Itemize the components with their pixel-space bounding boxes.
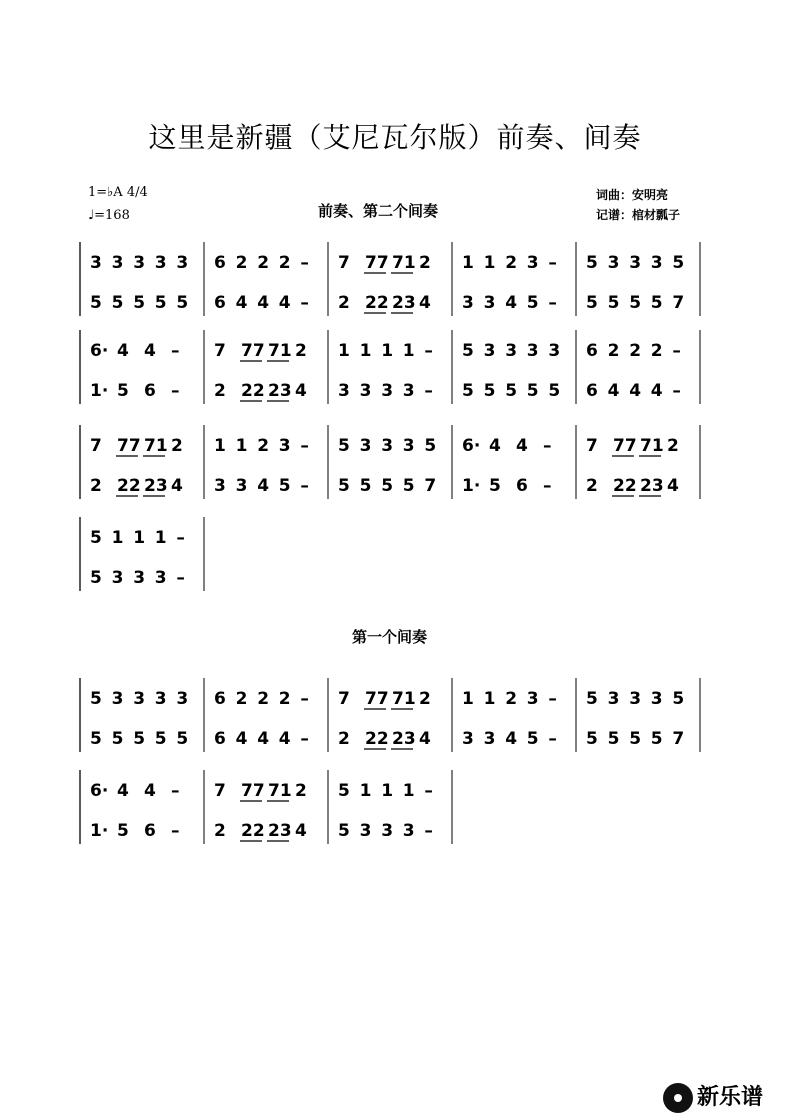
jianpu-note: 5 bbox=[117, 821, 129, 841]
jianpu-note: 4 bbox=[278, 729, 291, 749]
jianpu-note: 7 bbox=[424, 476, 437, 496]
jianpu-note: 4 bbox=[144, 781, 156, 801]
jianpu-note: 3 bbox=[381, 381, 394, 401]
jianpu-note: 2 bbox=[214, 821, 226, 841]
jianpu-note: 3 bbox=[483, 729, 496, 749]
jianpu-note: 23 bbox=[268, 381, 292, 401]
jianpu-note: 4 bbox=[144, 341, 156, 361]
jianpu-note: – bbox=[548, 253, 557, 273]
jianpu-note: 1· bbox=[90, 821, 109, 841]
jianpu-note: 1 bbox=[359, 341, 372, 361]
transcriber-credit: 记谱：棺材瓢子 bbox=[596, 208, 681, 222]
jianpu-note: 5 bbox=[629, 293, 642, 313]
jianpu-note: 5 bbox=[154, 729, 167, 749]
jianpu-note: 3 bbox=[338, 381, 350, 401]
jianpu-note: 1 bbox=[133, 528, 146, 548]
jianpu-note: 4 bbox=[278, 293, 291, 313]
jianpu-note: 2 bbox=[295, 781, 307, 801]
jianpu-note: 23 bbox=[144, 476, 168, 496]
jianpu-note: 2 bbox=[607, 341, 620, 361]
jianpu-note: 4 bbox=[419, 729, 431, 749]
jianpu-note: 5 bbox=[462, 381, 474, 401]
section-title-first-interlude: 第一个间奏 bbox=[352, 628, 428, 646]
key-signature: 1=♭A 4/4 bbox=[88, 185, 148, 200]
jianpu-note: 1 bbox=[483, 689, 496, 709]
jianpu-note: 5 bbox=[176, 729, 189, 749]
jianpu-note: 5 bbox=[424, 436, 437, 456]
jianpu-note: 5 bbox=[90, 689, 102, 709]
jianpu-note: 1 bbox=[462, 253, 474, 273]
jianpu-note: 4 bbox=[257, 476, 270, 496]
jianpu-note: 1 bbox=[235, 436, 248, 456]
jianpu-note: 5 bbox=[526, 293, 539, 313]
jianpu-note: 2 bbox=[505, 253, 518, 273]
jianpu-note: – bbox=[176, 568, 185, 588]
jianpu-note: 3 bbox=[629, 253, 642, 273]
jianpu-note: – bbox=[176, 528, 185, 548]
jianpu-note: 1 bbox=[381, 341, 394, 361]
jianpu-note: 5 bbox=[586, 729, 598, 749]
jianpu-note: 2 bbox=[419, 253, 431, 273]
jianpu-note: – bbox=[171, 781, 180, 801]
jianpu-note: 5 bbox=[111, 293, 124, 313]
jianpu-note: 3 bbox=[176, 253, 189, 273]
jianpu-note: 3 bbox=[176, 689, 189, 709]
jianpu-note: 5 bbox=[462, 341, 474, 361]
jianpu-note: 5 bbox=[607, 729, 620, 749]
jianpu-note: 5 bbox=[381, 476, 394, 496]
jianpu-note: 3 bbox=[402, 821, 415, 841]
jianpu-note: 3 bbox=[462, 729, 474, 749]
jianpu-note: 5 bbox=[359, 476, 372, 496]
jianpu-note: 2 bbox=[338, 293, 350, 313]
jianpu-note: 2 bbox=[338, 729, 350, 749]
jianpu-note: 5 bbox=[672, 689, 685, 709]
jianpu-note: 4 bbox=[117, 781, 129, 801]
jianpu-note: – bbox=[424, 821, 433, 841]
jianpu-note: 4 bbox=[235, 729, 248, 749]
jianpu-note: – bbox=[171, 821, 180, 841]
jianpu-note: 3 bbox=[607, 253, 620, 273]
jianpu-note: 5 bbox=[90, 568, 102, 588]
jianpu-note: 4 bbox=[629, 381, 642, 401]
jianpu-note: 4 bbox=[505, 729, 518, 749]
brand-logo bbox=[663, 1080, 763, 1113]
jianpu-note: 7 bbox=[214, 781, 226, 801]
jianpu-note: 5 bbox=[672, 253, 685, 273]
jianpu-note: 5 bbox=[489, 476, 501, 496]
jianpu-note: 1 bbox=[338, 341, 350, 361]
jianpu-note: 2 bbox=[586, 476, 598, 496]
jianpu-note: – bbox=[171, 381, 180, 401]
jianpu-note: 6 bbox=[214, 689, 226, 709]
jianpu-note: 3 bbox=[214, 476, 226, 496]
jianpu-note: 4 bbox=[667, 476, 679, 496]
jianpu-note: 5 bbox=[526, 729, 539, 749]
jianpu-note: 3 bbox=[111, 689, 124, 709]
jianpu-note: 3 bbox=[650, 689, 663, 709]
jianpu-note: 4 bbox=[257, 293, 270, 313]
jianpu-note: 6· bbox=[90, 781, 109, 801]
jianpu-note: 77 bbox=[365, 689, 389, 709]
jianpu-note: 4 bbox=[516, 436, 528, 456]
jianpu-note: 6 bbox=[586, 381, 598, 401]
vinyl-disc-icon bbox=[663, 1083, 693, 1113]
jianpu-note: – bbox=[543, 436, 552, 456]
jianpu-note: 5 bbox=[526, 381, 539, 401]
jianpu-note: 4 bbox=[489, 436, 501, 456]
jianpu-note: 5 bbox=[402, 476, 415, 496]
jianpu-note: 7 bbox=[214, 341, 226, 361]
jianpu-note: 6 bbox=[214, 293, 226, 313]
jianpu-note: – bbox=[548, 293, 557, 313]
jianpu-note: 22 bbox=[117, 476, 141, 496]
jianpu-note: 2 bbox=[278, 253, 291, 273]
jianpu-note: 5 bbox=[586, 689, 598, 709]
jianpu-note: 5 bbox=[629, 729, 642, 749]
jianpu-note: 6 bbox=[516, 476, 528, 496]
jianpu-note: 5 bbox=[505, 381, 518, 401]
jianpu-note: 5 bbox=[133, 293, 146, 313]
jianpu-note: 6· bbox=[90, 341, 109, 361]
jianpu-note: 3 bbox=[133, 253, 146, 273]
jianpu-note: 23 bbox=[392, 293, 416, 313]
jianpu-note: 2 bbox=[667, 436, 679, 456]
jianpu-note: 1 bbox=[462, 689, 474, 709]
jianpu-note: 6 bbox=[144, 821, 156, 841]
jianpu-note: 3 bbox=[154, 253, 167, 273]
jianpu-note: 1 bbox=[359, 781, 372, 801]
jianpu-note: 4 bbox=[295, 821, 307, 841]
jianpu-note: – bbox=[672, 341, 681, 361]
jianpu-note: 3 bbox=[629, 689, 642, 709]
jianpu-note: 3 bbox=[526, 341, 539, 361]
jianpu-note: 3 bbox=[483, 341, 496, 361]
jianpu-note: 4 bbox=[505, 293, 518, 313]
jianpu-note: 5 bbox=[338, 781, 350, 801]
jianpu-note: 1 bbox=[402, 341, 415, 361]
jianpu-note: 23 bbox=[268, 821, 292, 841]
jianpu-note: 5 bbox=[90, 293, 102, 313]
jianpu-note: 6 bbox=[214, 253, 226, 273]
jianpu-note: 23 bbox=[640, 476, 664, 496]
section-title-intro: 前奏、第二个间奏 bbox=[318, 202, 439, 220]
jianpu-note: – bbox=[548, 729, 557, 749]
jianpu-note: 1 bbox=[381, 781, 394, 801]
jianpu-note: 2 bbox=[235, 689, 248, 709]
jianpu-note: 3 bbox=[462, 293, 474, 313]
jianpu-note: – bbox=[424, 341, 433, 361]
jianpu-note: 3 bbox=[402, 381, 415, 401]
score-title: 这里是新疆（艾尼瓦尔版）前奏、间奏 bbox=[148, 121, 642, 154]
jianpu-note: 2 bbox=[295, 341, 307, 361]
jianpu-note: – bbox=[171, 341, 180, 361]
jianpu-note: 4 bbox=[607, 381, 620, 401]
jianpu-note: 1· bbox=[462, 476, 481, 496]
jianpu-note: 22 bbox=[365, 729, 389, 749]
jianpu-note: 2 bbox=[257, 253, 270, 273]
jianpu-note: – bbox=[300, 253, 309, 273]
jianpu-note: 4 bbox=[171, 476, 183, 496]
jianpu-note: 3 bbox=[154, 689, 167, 709]
jianpu-note: 71 bbox=[268, 781, 292, 801]
jianpu-note: 1 bbox=[402, 781, 415, 801]
jianpu-note: 3 bbox=[154, 568, 167, 588]
jianpu-note: 1 bbox=[483, 253, 496, 273]
jianpu-note: 5 bbox=[548, 381, 561, 401]
jianpu-note: – bbox=[300, 293, 309, 313]
jianpu-note: 5 bbox=[154, 293, 167, 313]
jianpu-note: 5 bbox=[338, 821, 350, 841]
jianpu-note: 5 bbox=[90, 729, 102, 749]
jianpu-note: 3 bbox=[235, 476, 248, 496]
jianpu-note: – bbox=[300, 436, 309, 456]
jianpu-note: 22 bbox=[241, 821, 265, 841]
jianpu-note: 6 bbox=[586, 341, 598, 361]
jianpu-note: 4 bbox=[117, 341, 129, 361]
jianpu-note: 3 bbox=[359, 821, 372, 841]
jianpu-note: 71 bbox=[144, 436, 168, 456]
jianpu-note: 5 bbox=[117, 381, 129, 401]
composer-credit: 词曲：安明亮 bbox=[596, 188, 669, 202]
jianpu-note: 3 bbox=[381, 821, 394, 841]
jianpu-note: 6· bbox=[462, 436, 481, 456]
jianpu-note: 77 bbox=[241, 341, 265, 361]
jianpu-note: 2 bbox=[257, 689, 270, 709]
jianpu-note: 2 bbox=[214, 381, 226, 401]
jianpu-note: 7 bbox=[672, 293, 685, 313]
jianpu-note: 71 bbox=[640, 436, 664, 456]
jianpu-note: 1 bbox=[154, 528, 167, 548]
jianpu-note: 3 bbox=[548, 341, 561, 361]
jianpu-note: 2 bbox=[171, 436, 183, 456]
jianpu-note: 77 bbox=[613, 436, 637, 456]
jianpu-note: 7 bbox=[338, 689, 350, 709]
jianpu-note: – bbox=[300, 729, 309, 749]
jianpu-note: 5 bbox=[133, 729, 146, 749]
jianpu-note: 3 bbox=[359, 436, 372, 456]
jianpu-note: 3 bbox=[402, 436, 415, 456]
jianpu-note: 2 bbox=[257, 436, 270, 456]
jianpu-note: 5 bbox=[176, 293, 189, 313]
jianpu-note: 3 bbox=[278, 436, 291, 456]
jianpu-note: 5 bbox=[607, 293, 620, 313]
jianpu-note: 71 bbox=[268, 341, 292, 361]
jianpu-note: 2 bbox=[629, 341, 642, 361]
jianpu-note: 2 bbox=[90, 476, 102, 496]
jianpu-note: 2 bbox=[650, 341, 663, 361]
jianpu-note: – bbox=[548, 689, 557, 709]
jianpu-note: 2 bbox=[419, 689, 431, 709]
jianpu-note: – bbox=[543, 476, 552, 496]
jianpu-note: 77 bbox=[241, 781, 265, 801]
jianpu-note: 4 bbox=[235, 293, 248, 313]
jianpu-note: – bbox=[300, 476, 309, 496]
jianpu-note: 22 bbox=[613, 476, 637, 496]
jianpu-note: 6 bbox=[214, 729, 226, 749]
jianpu-note: 77 bbox=[117, 436, 141, 456]
jianpu-note: 5 bbox=[338, 436, 350, 456]
tempo-marking: ♩=168 bbox=[88, 208, 130, 223]
jianpu-note: 5 bbox=[111, 729, 124, 749]
jianpu-note: 23 bbox=[392, 729, 416, 749]
jianpu-note: 3 bbox=[359, 381, 372, 401]
jianpu-note: 5 bbox=[338, 476, 350, 496]
jianpu-note: 3 bbox=[505, 341, 518, 361]
jianpu-note: 3 bbox=[607, 689, 620, 709]
jianpu-note: 3 bbox=[111, 253, 124, 273]
jianpu-note: 2 bbox=[278, 689, 291, 709]
jianpu-note: 7 bbox=[338, 253, 350, 273]
jianpu-note: – bbox=[424, 781, 433, 801]
jianpu-note: 71 bbox=[392, 689, 416, 709]
jianpu-note: 3 bbox=[133, 568, 146, 588]
jianpu-note: 3 bbox=[381, 436, 394, 456]
jianpu-note: – bbox=[424, 381, 433, 401]
jianpu-note: 5 bbox=[586, 253, 598, 273]
jianpu-note: 3 bbox=[526, 253, 539, 273]
jianpu-note: 71 bbox=[392, 253, 416, 273]
jianpu-note: 1 bbox=[111, 528, 124, 548]
jianpu-note: 4 bbox=[650, 381, 663, 401]
jianpu-note: 5 bbox=[586, 293, 598, 313]
jianpu-note: 22 bbox=[365, 293, 389, 313]
jianpu-note: 3 bbox=[90, 253, 102, 273]
jianpu-note: 7 bbox=[90, 436, 102, 456]
jianpu-note: 77 bbox=[365, 253, 389, 273]
jianpu-note: 3 bbox=[526, 689, 539, 709]
jianpu-note: 2 bbox=[505, 689, 518, 709]
jianpu-note: 5 bbox=[278, 476, 291, 496]
jianpu-note: 4 bbox=[419, 293, 431, 313]
jianpu-note: 2 bbox=[235, 253, 248, 273]
jianpu-note: 3 bbox=[111, 568, 124, 588]
brand-name: 新乐谱 bbox=[697, 1085, 764, 1110]
jianpu-note: 7 bbox=[586, 436, 598, 456]
jianpu-note: 5 bbox=[483, 381, 496, 401]
jianpu-note: 1· bbox=[90, 381, 109, 401]
jianpu-note: – bbox=[672, 381, 681, 401]
jianpu-note: 3 bbox=[133, 689, 146, 709]
jianpu-note: 1 bbox=[214, 436, 226, 456]
jianpu-note: 7 bbox=[672, 729, 685, 749]
jianpu-note: – bbox=[300, 689, 309, 709]
jianpu-note: 4 bbox=[257, 729, 270, 749]
jianpu-note: 3 bbox=[650, 253, 663, 273]
jianpu-note: 4 bbox=[295, 381, 307, 401]
jianpu-note: 3 bbox=[483, 293, 496, 313]
jianpu-note: 5 bbox=[650, 729, 663, 749]
jianpu-note: 5 bbox=[90, 528, 102, 548]
jianpu-note: 6 bbox=[144, 381, 156, 401]
jianpu-note: 22 bbox=[241, 381, 265, 401]
jianpu-note: 5 bbox=[650, 293, 663, 313]
